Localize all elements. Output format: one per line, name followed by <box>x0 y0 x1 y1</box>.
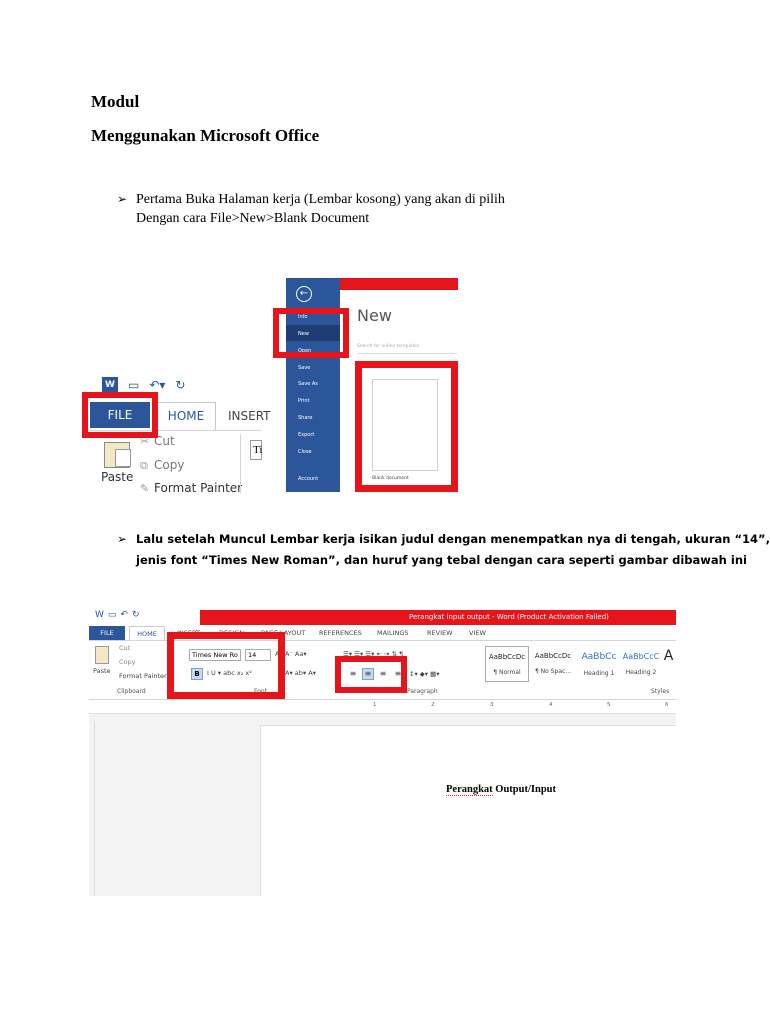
backstage-new-heading: New <box>357 306 392 325</box>
list-icons[interactable]: ☰▾ ☰▾ ☰▾ ⇤ ⇥ ⇅ ¶ <box>343 650 404 658</box>
style-no-spacing-label: ¶ No Spac... <box>534 668 572 675</box>
document-page[interactable] <box>260 725 676 896</box>
step-2-line-2: jenis font “Times New Roman”, dan huruf yang tebal dengan cara seperti gambar dibawah ini <box>136 553 747 567</box>
highlight-blank-document <box>355 361 458 492</box>
module-title: Modul <box>91 92 140 111</box>
style-heading-1-label: Heading 1 <box>583 670 615 677</box>
ruler-number: 2 <box>431 702 435 708</box>
copy-button[interactable]: Copy <box>119 658 136 666</box>
backstage-item-export[interactable]: Export <box>298 432 315 438</box>
scissors-icon: ✂ <box>140 435 150 448</box>
tab-page-layout[interactable]: PAGE LAYOUT <box>261 629 306 637</box>
tab-insert[interactable]: INSERT <box>177 629 201 637</box>
backstage-item-open[interactable]: Open <box>298 348 312 354</box>
highlight-file-tab <box>82 392 158 438</box>
text-format-icons[interactable]: I U ▾ abc x₂ x² <box>207 669 252 677</box>
backstage-item-share[interactable]: Share <box>298 415 313 421</box>
quick-access-toolbar: W▭↶↻ <box>95 610 144 620</box>
group-separator <box>240 434 241 493</box>
backstage-item-new[interactable]: New <box>298 331 309 337</box>
step-2-line-1: Lalu setelah Muncul Lembar kerja isikan judul dengan menempatkan nya di tengah, ukuran “14”, <box>136 532 770 546</box>
style-heading-2-label: Heading 2 <box>625 669 657 676</box>
back-arrow-icon[interactable]: ← <box>296 286 312 302</box>
file-tab[interactable]: FILE <box>90 402 150 428</box>
copy-label: Copy <box>154 458 185 472</box>
style-no-spacing-sample: AaBbCcDc <box>534 652 572 660</box>
tab-references[interactable]: REFERENCES <box>319 629 362 637</box>
format-painter-label: Format Painter <box>154 481 243 495</box>
brush-icon: ✎ <box>140 482 150 495</box>
font-color-icons[interactable]: A▾ ab▾ A▾ <box>285 669 316 677</box>
style-heading-2-sample: AaBbCcC <box>622 652 660 661</box>
step-1-line-1: Pertama Buka Halaman kerja (Lembar kosong) yang akan di pilih <box>136 192 505 207</box>
copy-button[interactable] <box>140 458 184 473</box>
align-left-icon[interactable]: ≡ <box>349 669 357 678</box>
horizontal-ruler <box>89 700 676 714</box>
font-name-box[interactable]: Ti <box>250 440 262 460</box>
style-normal[interactable] <box>485 646 529 682</box>
align-right-icon[interactable]: ≡ <box>379 669 387 678</box>
ruler-number: 1 <box>373 702 377 708</box>
home-tab[interactable]: HOME <box>156 402 216 430</box>
blank-document-label: Blank document <box>372 476 409 481</box>
paragraph-group-label: Paragraph <box>407 688 438 695</box>
style-no-spacing[interactable] <box>531 646 575 682</box>
align-center-icon[interactable]: ≡ <box>362 668 374 680</box>
backstage-item-account[interactable]: Account <box>298 476 319 482</box>
tab-review[interactable]: REVIEW <box>427 629 453 637</box>
paste-button[interactable]: Paste <box>93 667 111 675</box>
backstage-item-save[interactable]: Save <box>298 365 311 371</box>
spacing-shading-icons[interactable]: ↕▾ ◆▾ ▦▾ <box>409 670 440 678</box>
font-group-label: Font <box>254 688 268 695</box>
heading-rest: Output/Input <box>492 784 556 795</box>
arrow-bullet-icon: ➢ <box>117 532 128 546</box>
tab-file[interactable]: FILE <box>89 626 125 640</box>
module-subtitle: Menggunakan Microsoft Office <box>91 126 320 145</box>
style-normal-label: ¶ Normal <box>493 669 521 676</box>
style-normal-sample: AaBbCcDc <box>488 653 526 661</box>
arrow-bullet-icon: ➢ <box>117 192 128 206</box>
font-name-box[interactable]: Times New Ro <box>189 649 241 661</box>
style-heading-1-sample: AaBbCc <box>581 652 617 662</box>
paste-icon[interactable] <box>104 442 130 468</box>
paste-button[interactable]: Paste <box>101 470 134 484</box>
ruler-number: 4 <box>549 702 553 708</box>
copy-icon: ⧉ <box>140 459 148 472</box>
step-1-line-2: Dengan cara File>New>Blank Document <box>136 211 370 226</box>
cut-button[interactable]: Cut <box>119 644 131 652</box>
styles-group-label: Styles <box>651 688 670 695</box>
backstage-item-print[interactable]: Print <box>298 398 310 404</box>
undo-icon[interactable]: ↶▾ <box>149 378 166 392</box>
tab-design[interactable]: DESIGN <box>219 629 245 637</box>
style-title[interactable] <box>661 646 676 682</box>
tab-view[interactable]: VIEW <box>469 629 486 637</box>
tab-mailings[interactable]: MAILINGS <box>377 629 409 637</box>
style-title-sample: A <box>663 648 674 664</box>
highlight-align-center <box>335 656 407 693</box>
document-heading[interactable] <box>446 784 556 795</box>
highlight-new-item <box>273 308 349 358</box>
backstage-item-save-as[interactable]: Save As <box>298 381 318 387</box>
font-size-box[interactable]: 14 <box>245 649 271 661</box>
ruler-number: 3 <box>490 702 494 708</box>
style-heading-1[interactable] <box>577 646 621 682</box>
paste-icon[interactable] <box>95 646 109 664</box>
tab-home[interactable]: HOME <box>129 626 165 641</box>
backstage-item-close[interactable]: Close <box>298 449 312 455</box>
highlight-font-group <box>167 632 285 699</box>
justify-icon[interactable]: ≡ <box>394 669 402 678</box>
word-logo-icon: W <box>102 377 118 393</box>
format-painter-button[interactable] <box>140 481 242 495</box>
spellcheck-word: Perangkat <box>446 784 493 795</box>
grow-font-icon[interactable]: A⁺ A⁻ Aa▾ <box>275 650 307 658</box>
backstage-item-info[interactable]: Info <box>298 314 308 320</box>
redo-icon[interactable]: ↻ <box>175 378 186 392</box>
style-heading-2[interactable] <box>619 646 663 682</box>
backstage-title-bar <box>340 278 458 290</box>
ruler-number: 5 <box>607 702 611 708</box>
vertical-ruler <box>94 721 102 896</box>
ruler-number: 6 <box>665 702 669 708</box>
format-painter-button[interactable]: Format Painter <box>119 672 167 680</box>
insert-tab[interactable]: INSERT <box>228 409 271 423</box>
template-search-input[interactable]: Search for online templates <box>357 344 457 354</box>
cut-label: Cut <box>154 434 175 448</box>
bold-button[interactable]: B <box>191 668 203 680</box>
window-title: Perangkat input output - Word (Product Activation Failed) <box>409 613 609 621</box>
clipboard-group-label: Clipboard <box>117 688 146 695</box>
save-icon[interactable]: ▭ <box>128 378 140 392</box>
